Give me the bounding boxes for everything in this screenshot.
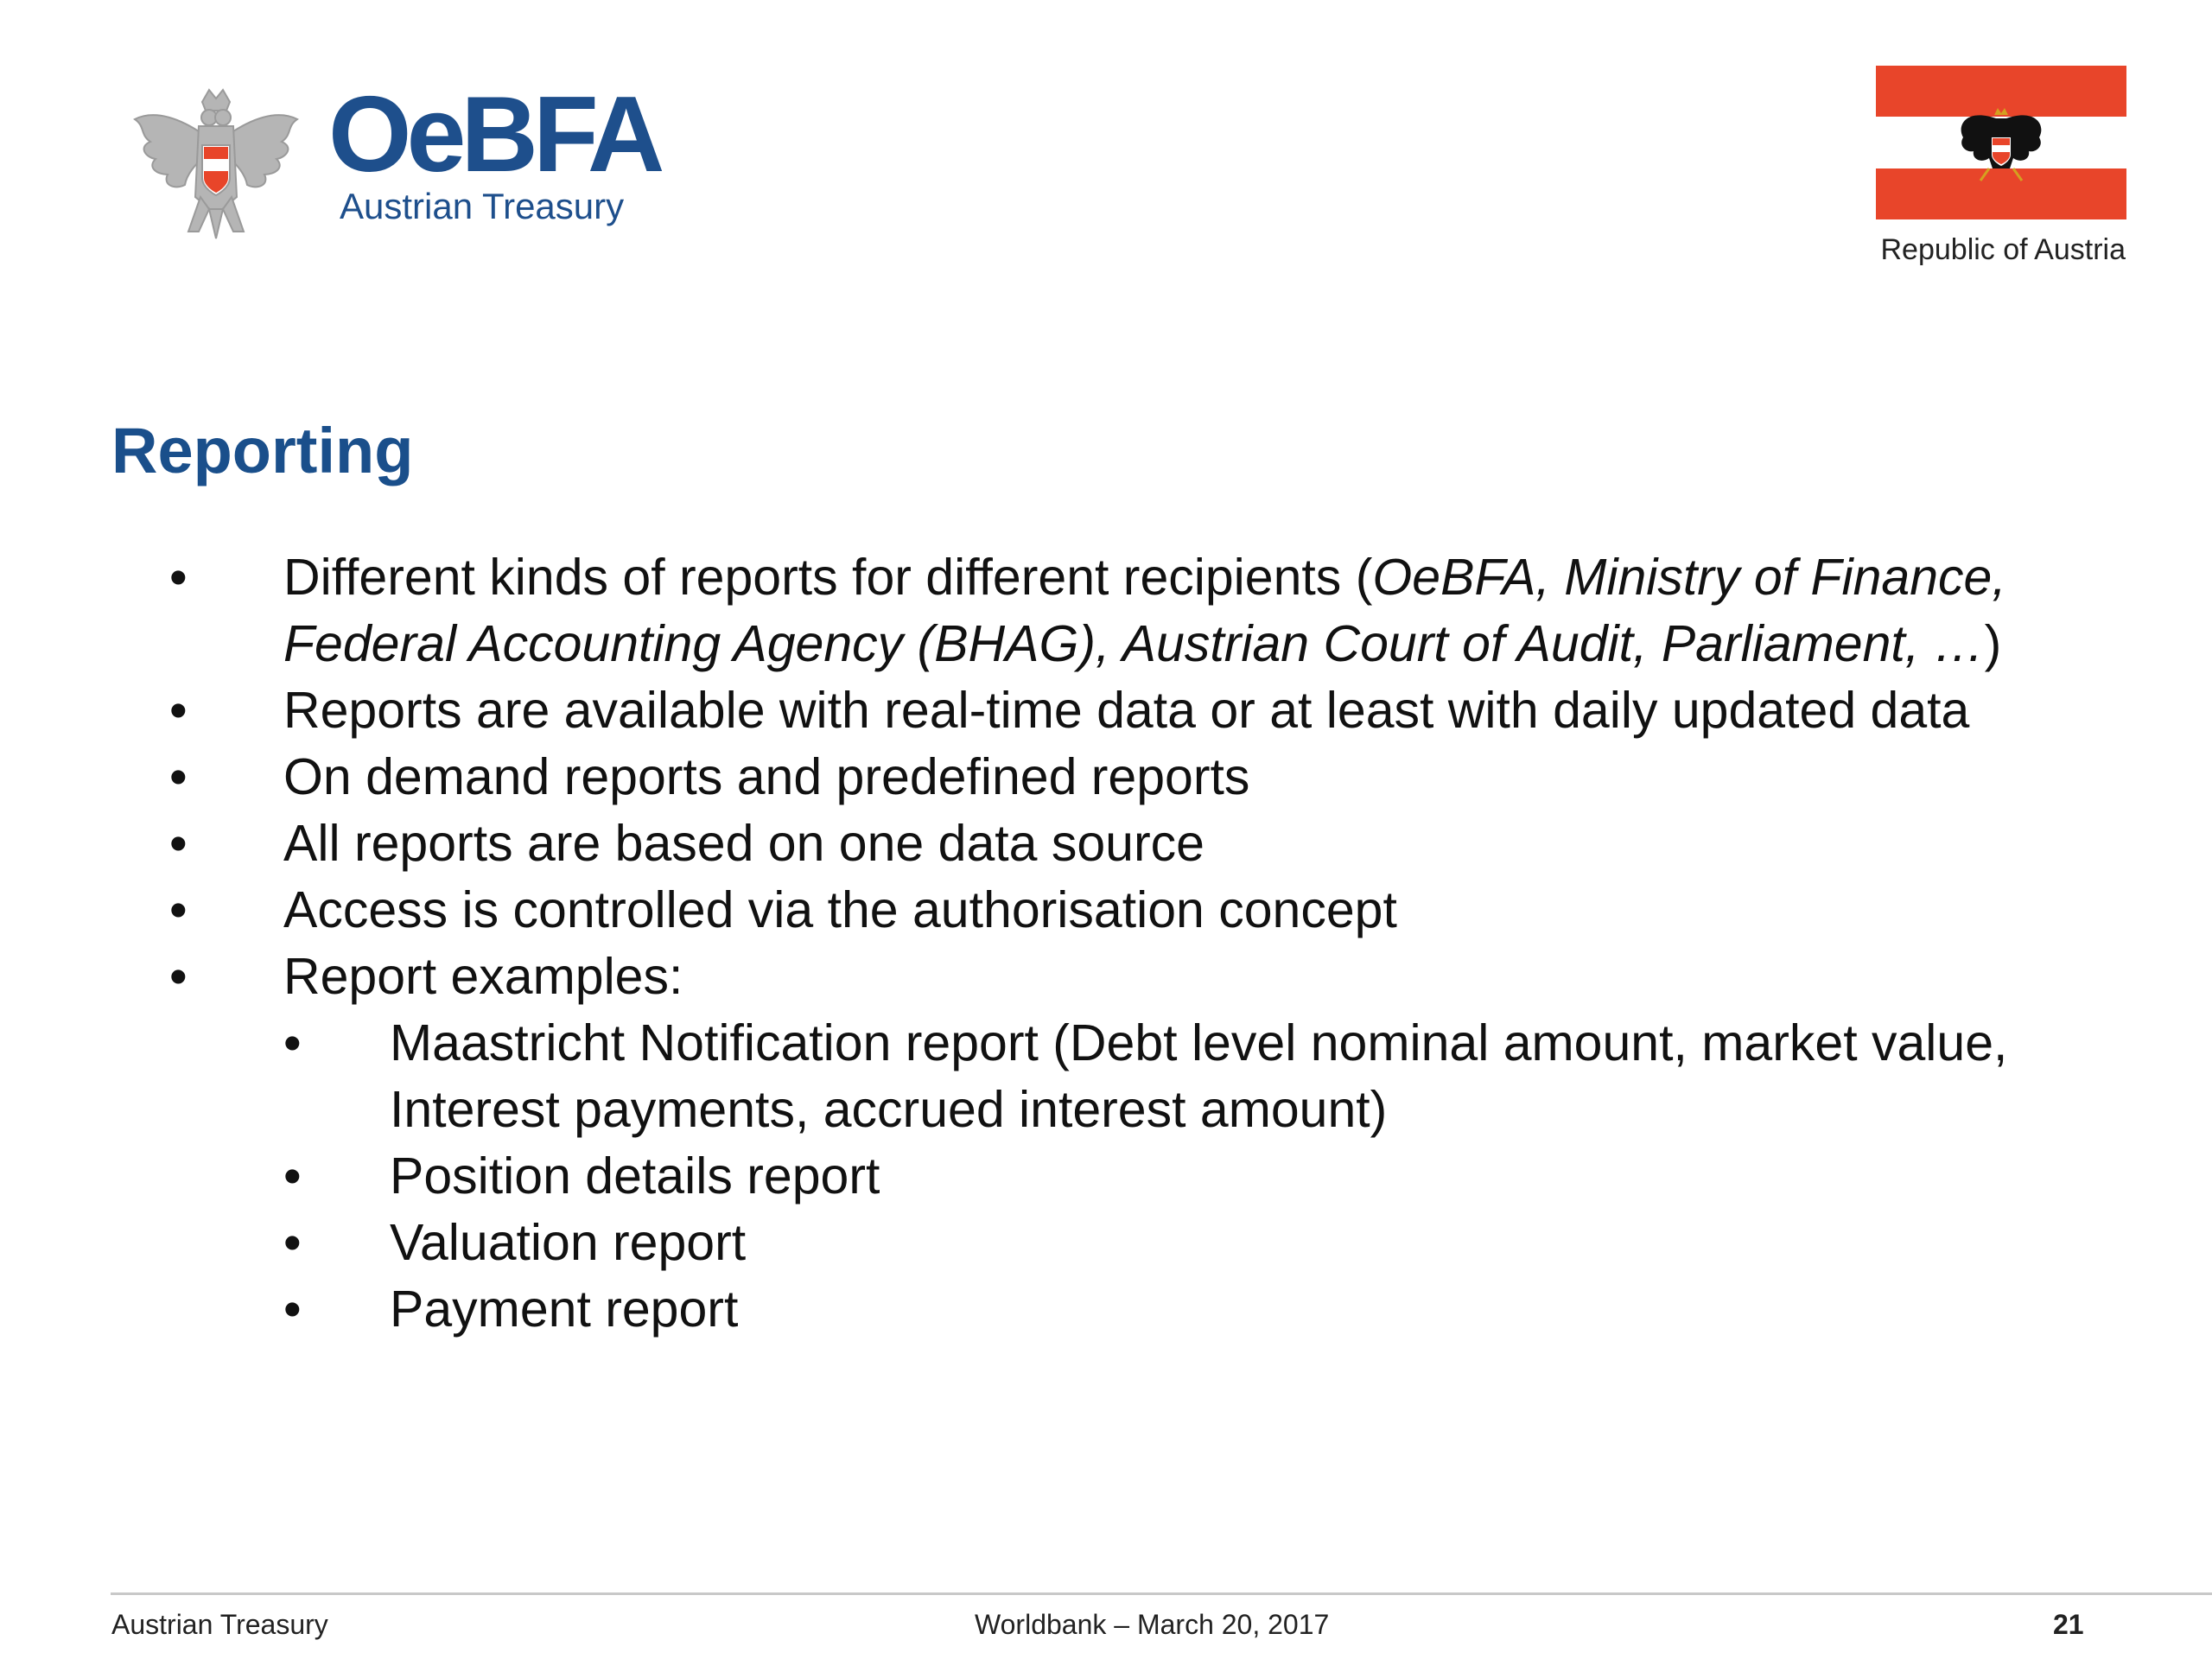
flag-caption: Republic of Austria <box>1880 233 2126 266</box>
footer-organisation: Austrian Treasury <box>111 1609 328 1640</box>
bullet-marker: • <box>169 682 188 739</box>
list-item-text: Access is controlled via the authorisation concept <box>283 881 1397 938</box>
list-item <box>0 544 2126 677</box>
logo-brand-text: OeBFA <box>328 75 660 194</box>
bullet-marker: • <box>169 549 188 606</box>
bullet-marker: • <box>169 748 188 805</box>
austria-flag-icon <box>1876 66 2126 219</box>
bullet-marker: • <box>283 1147 302 1205</box>
bullet-marker: • <box>283 1014 302 1071</box>
footer-divider <box>111 1592 2212 1595</box>
bullet-list <box>0 544 2126 1343</box>
list-item-text: On demand reports and predefined reports <box>283 748 1250 805</box>
sub-list-item <box>0 1010 2126 1143</box>
sub-list-item <box>0 1143 2126 1210</box>
list-item-text: All reports are based on one data source <box>283 815 1205 872</box>
sub-list-item-text: Maastricht Notification report (Debt level nominal amount, market value, Interest payments, accrued interest amount) <box>390 1014 2008 1138</box>
list-item-text: Report examples: <box>283 948 683 1005</box>
bullet-marker: • <box>283 1214 302 1271</box>
list-item-text: Different kinds of reports for different recipients (OeBFA, Ministry of Finance, Federal Accounting Agency (BHAG), Austrian Court of Audit, Parliament, …) <box>283 549 2006 672</box>
page-number: 21 <box>2053 1609 2084 1640</box>
bullet-marker: • <box>169 948 188 1005</box>
list-item <box>0 744 2126 810</box>
bullet-marker: • <box>169 815 188 872</box>
oebfa-logo <box>130 75 660 249</box>
sub-list-item <box>0 1276 2126 1343</box>
logo-subtitle: Austrian Treasury <box>340 186 625 226</box>
sub-list-item-text: Position details report <box>390 1147 880 1205</box>
bullet-marker: • <box>169 881 188 938</box>
slide-title: Reporting <box>111 415 414 486</box>
list-item <box>0 877 2126 944</box>
bullet-marker: • <box>283 1281 302 1338</box>
list-item-text: Reports are available with real-time data or at least with daily updated data <box>283 682 1970 739</box>
sub-list-item-text: Payment report <box>390 1281 739 1338</box>
list-item <box>0 944 2126 1010</box>
sub-list-item-text: Valuation report <box>390 1214 747 1271</box>
sub-list-item <box>0 1210 2126 1276</box>
eagle-emblem-icon <box>130 85 302 242</box>
footer-event-date: Worldbank – March 20, 2017 <box>975 1609 1330 1640</box>
list-item <box>0 810 2126 877</box>
list-item <box>0 677 2126 744</box>
